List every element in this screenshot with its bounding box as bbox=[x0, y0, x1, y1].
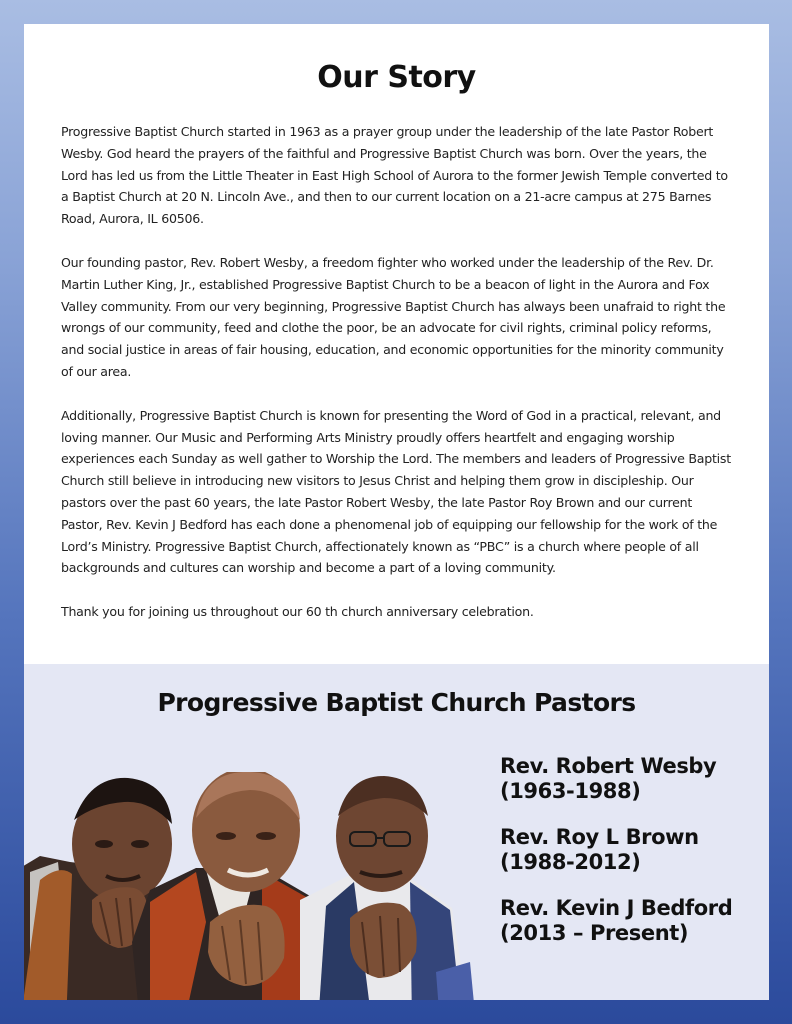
story-paragraph-2: Our founding pastor, Rev. Robert Wesby, a freedom fighter who worked under the leadership of the Rev. Dr. Martin Luther King, Jr., established Progressive Baptist Church to be a beacon of light in the Aurora and Fox Valley community. From our very beginning, Progressive Baptist Church has always been unafraid to right the wrongs of our community, feed and clothe the poor, be an advocate for civil rights, criminal policy reforms, and social justice in areas of fair housing, education, and economic opportunities for the minority community of our area. bbox=[61, 254, 726, 379]
our-story-section bbox=[24, 24, 769, 664]
pastor-years: (2013 – Present) bbox=[500, 921, 689, 945]
portrait-pastor-3 bbox=[300, 776, 476, 1000]
story-title: Our Story bbox=[317, 60, 476, 95]
pastor-years: (1963-1988) bbox=[500, 779, 641, 803]
pastor-name: Rev. Kevin J Bedford bbox=[500, 896, 733, 920]
pastor-entry-wesby bbox=[500, 754, 765, 804]
pastor-entry-bedford bbox=[500, 896, 765, 946]
pastor-list bbox=[500, 754, 765, 967]
pastors-section bbox=[24, 664, 769, 1000]
pastor-years: (1988-2012) bbox=[500, 850, 641, 874]
story-body bbox=[61, 121, 733, 645]
pastor-name: Rev. Roy L Brown bbox=[500, 825, 699, 849]
story-paragraph-1: Progressive Baptist Church started in 1963 as a prayer group under the leadership of the late Pastor Robert Wesby. God heard the prayers of the faithful and Progressive Baptist Church was born. Over the years, the Lord has led us from the Little Theater in East High School of Aurora to the former Jewish Temple converted to a Baptist Church at 20 N. Lincoln Ave., and then to our current location on a 21-acre campus at 275 Barnes Road, Aurora, IL 60506. bbox=[61, 124, 728, 227]
story-paragraph-3: Additionally, Progressive Baptist Church is known for presenting the Word of God in a practical, relevant, and loving manner. Our Music and Performing Arts Ministry proudly offers heartfelt and engaging worship experiences each Sunday as well gather to Worship the Lord. The members and leaders of Progressive Baptist Church still believe in introducing new visitors to Jesus Christ and helping them grow in discipleship. Our pastors over the past 60 years, the late Pastor Robert Wesby, the late Pastor Roy Brown and our current Pastor, Rev. Kevin J Bedford has each done a phenomenal job of equipping our fellowship for the work of the Lord’s Ministry. Progressive Baptist Church, affectionately known as “PBC” is a church where people of all backgrounds and cultures can worship and become a part of a loving community. bbox=[61, 407, 731, 576]
pastor-entry-brown bbox=[500, 825, 765, 875]
pastors-title: Progressive Baptist Church Pastors bbox=[157, 688, 636, 717]
pastor-name: Rev. Robert Wesby bbox=[500, 754, 717, 778]
story-paragraph-4: Thank you for joining us throughout our 60 th church anniversary celebration. bbox=[61, 604, 534, 620]
pastors-portrait-image bbox=[24, 772, 480, 1000]
page bbox=[24, 24, 769, 1000]
